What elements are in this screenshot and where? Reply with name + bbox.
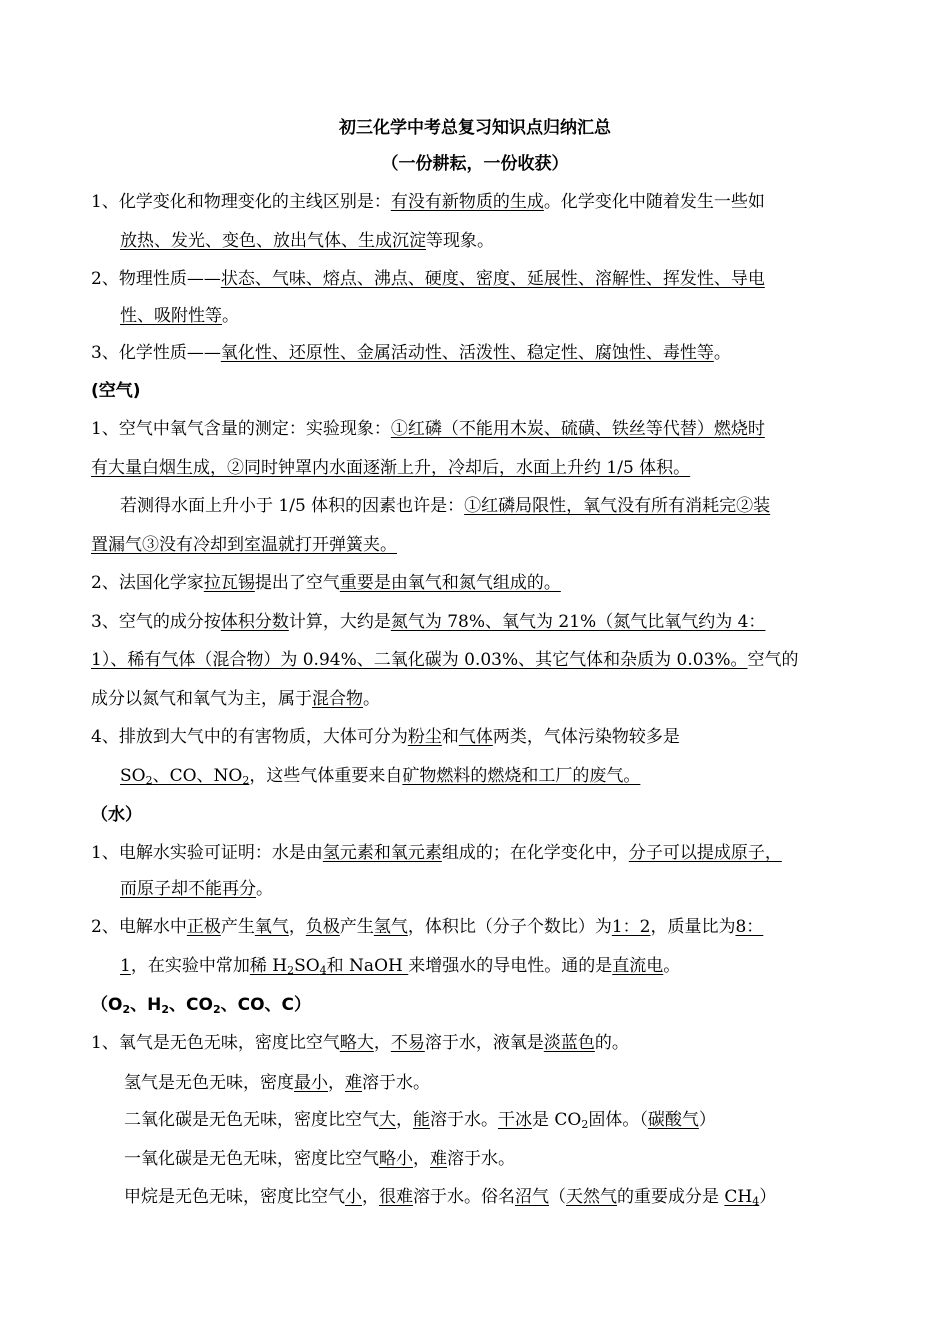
paragraph-line: 放热、发光、变色、放出气体、生成沉淀等现象。	[120, 231, 494, 251]
paragraph-line: 2、物理性质——状态、气味、熔点、沸点、硬度、密度、延展性、溶解性、挥发性、导电	[91, 269, 765, 289]
paragraph-line: 3、空气的成分按体积分数计算，大约是氮气为 78%、氧气为 21%（氮气比氧气约为 4：	[91, 612, 766, 632]
paragraph-line: 2、法国化学家拉瓦锡提出了空气重要是由氧气和氮气组成的。	[91, 573, 561, 593]
paragraph-line: 而原子却不能再分。	[120, 879, 273, 899]
paragraph-line: 氢气是无色无味，密度最小，难溶于水。	[124, 1073, 430, 1093]
paragraph-line: 成分以氮气和氧气为主，属于混合物。	[91, 689, 380, 709]
section-heading-water: （水）	[91, 805, 142, 825]
document-subtitle: （一份耕耘，一份收获）	[381, 154, 569, 174]
paragraph-line: 1、氧气是无色无味，密度比空气略大，不易溶于水，液氧是淡蓝色的。	[91, 1033, 629, 1053]
section-heading-gases: （$O_2$、$H_2$、$CO_2$、CO、C）	[91, 995, 311, 1016]
paragraph-line: 4、排放到大气中的有害物质，大体可分为粉尘和气体两类，气体污染物较多是	[91, 727, 680, 747]
paragraph-line: 置漏气③没有冷却到室温就打开弹簧夹。	[91, 535, 397, 555]
paragraph-line: 3、化学性质——氧化性、还原性、金属活动性、活泼性、稳定性、腐蚀性、毒性等。	[91, 343, 731, 363]
paragraph-line: 若测得水面上升小于 1/5 体积的因素也许是：①红磷局限性，氧气没有所有消耗完②装	[120, 496, 771, 516]
paragraph-line: 性、吸附性等。	[120, 306, 239, 326]
paragraph-line: 1、空气中氧气含量的测定：实验现象：①红磷（不能用木炭、硫磺、铁丝等代替）燃烧时	[91, 419, 765, 439]
paragraph-line: 二氧化碳是无色无味，密度比空气大，能溶于水。干冰是 $CO_2$固体。（碳酸气）	[124, 1110, 716, 1131]
paragraph-line: $SO_2$、CO、$NO_2$，这些气体重要来自矿物燃料的燃烧和工厂的废气。	[120, 766, 641, 787]
section-heading-air: (空气)	[91, 381, 141, 401]
paragraph-line: 1、化学变化和物理变化的主线区别是：有没有新物质的生成。化学变化中随着发生一些如	[91, 192, 765, 212]
paragraph-line: 1，在实验中常加稀 $H_2SO_4$和 NaOH 来增强水的导电性。通的是直流电。	[120, 956, 681, 977]
paragraph-line: 1、电解水实验可证明：水是由氢元素和氧元素组成的；在化学变化中，分子可以提成原子，	[91, 843, 782, 863]
paragraph-line: 2、电解水中正极产生氧气，负极产生氢气，体积比（分子个数比）为1：2，质量比为8：	[91, 917, 764, 937]
paragraph-line: 一氧化碳是无色无味，密度比空气略小，难溶于水。	[124, 1149, 515, 1169]
document-title: 初三化学中考总复习知识点归纳汇总	[339, 118, 611, 138]
paragraph-line: 甲烷是无色无味，密度比空气小，很难溶于水。俗名沼气（天然气的重要成分是 $CH_4$）	[124, 1187, 777, 1208]
paragraph-line: 1）、稀有气体（混合物）为 0.94%、二氧化碳为 0.03%、其它气体和杂质为 0.03%。空气的	[91, 650, 799, 670]
paragraph-line: 有大量白烟生成，②同时钟罩内水面逐渐上升，冷却后，水面上升约 1/5 体积。	[91, 458, 691, 478]
